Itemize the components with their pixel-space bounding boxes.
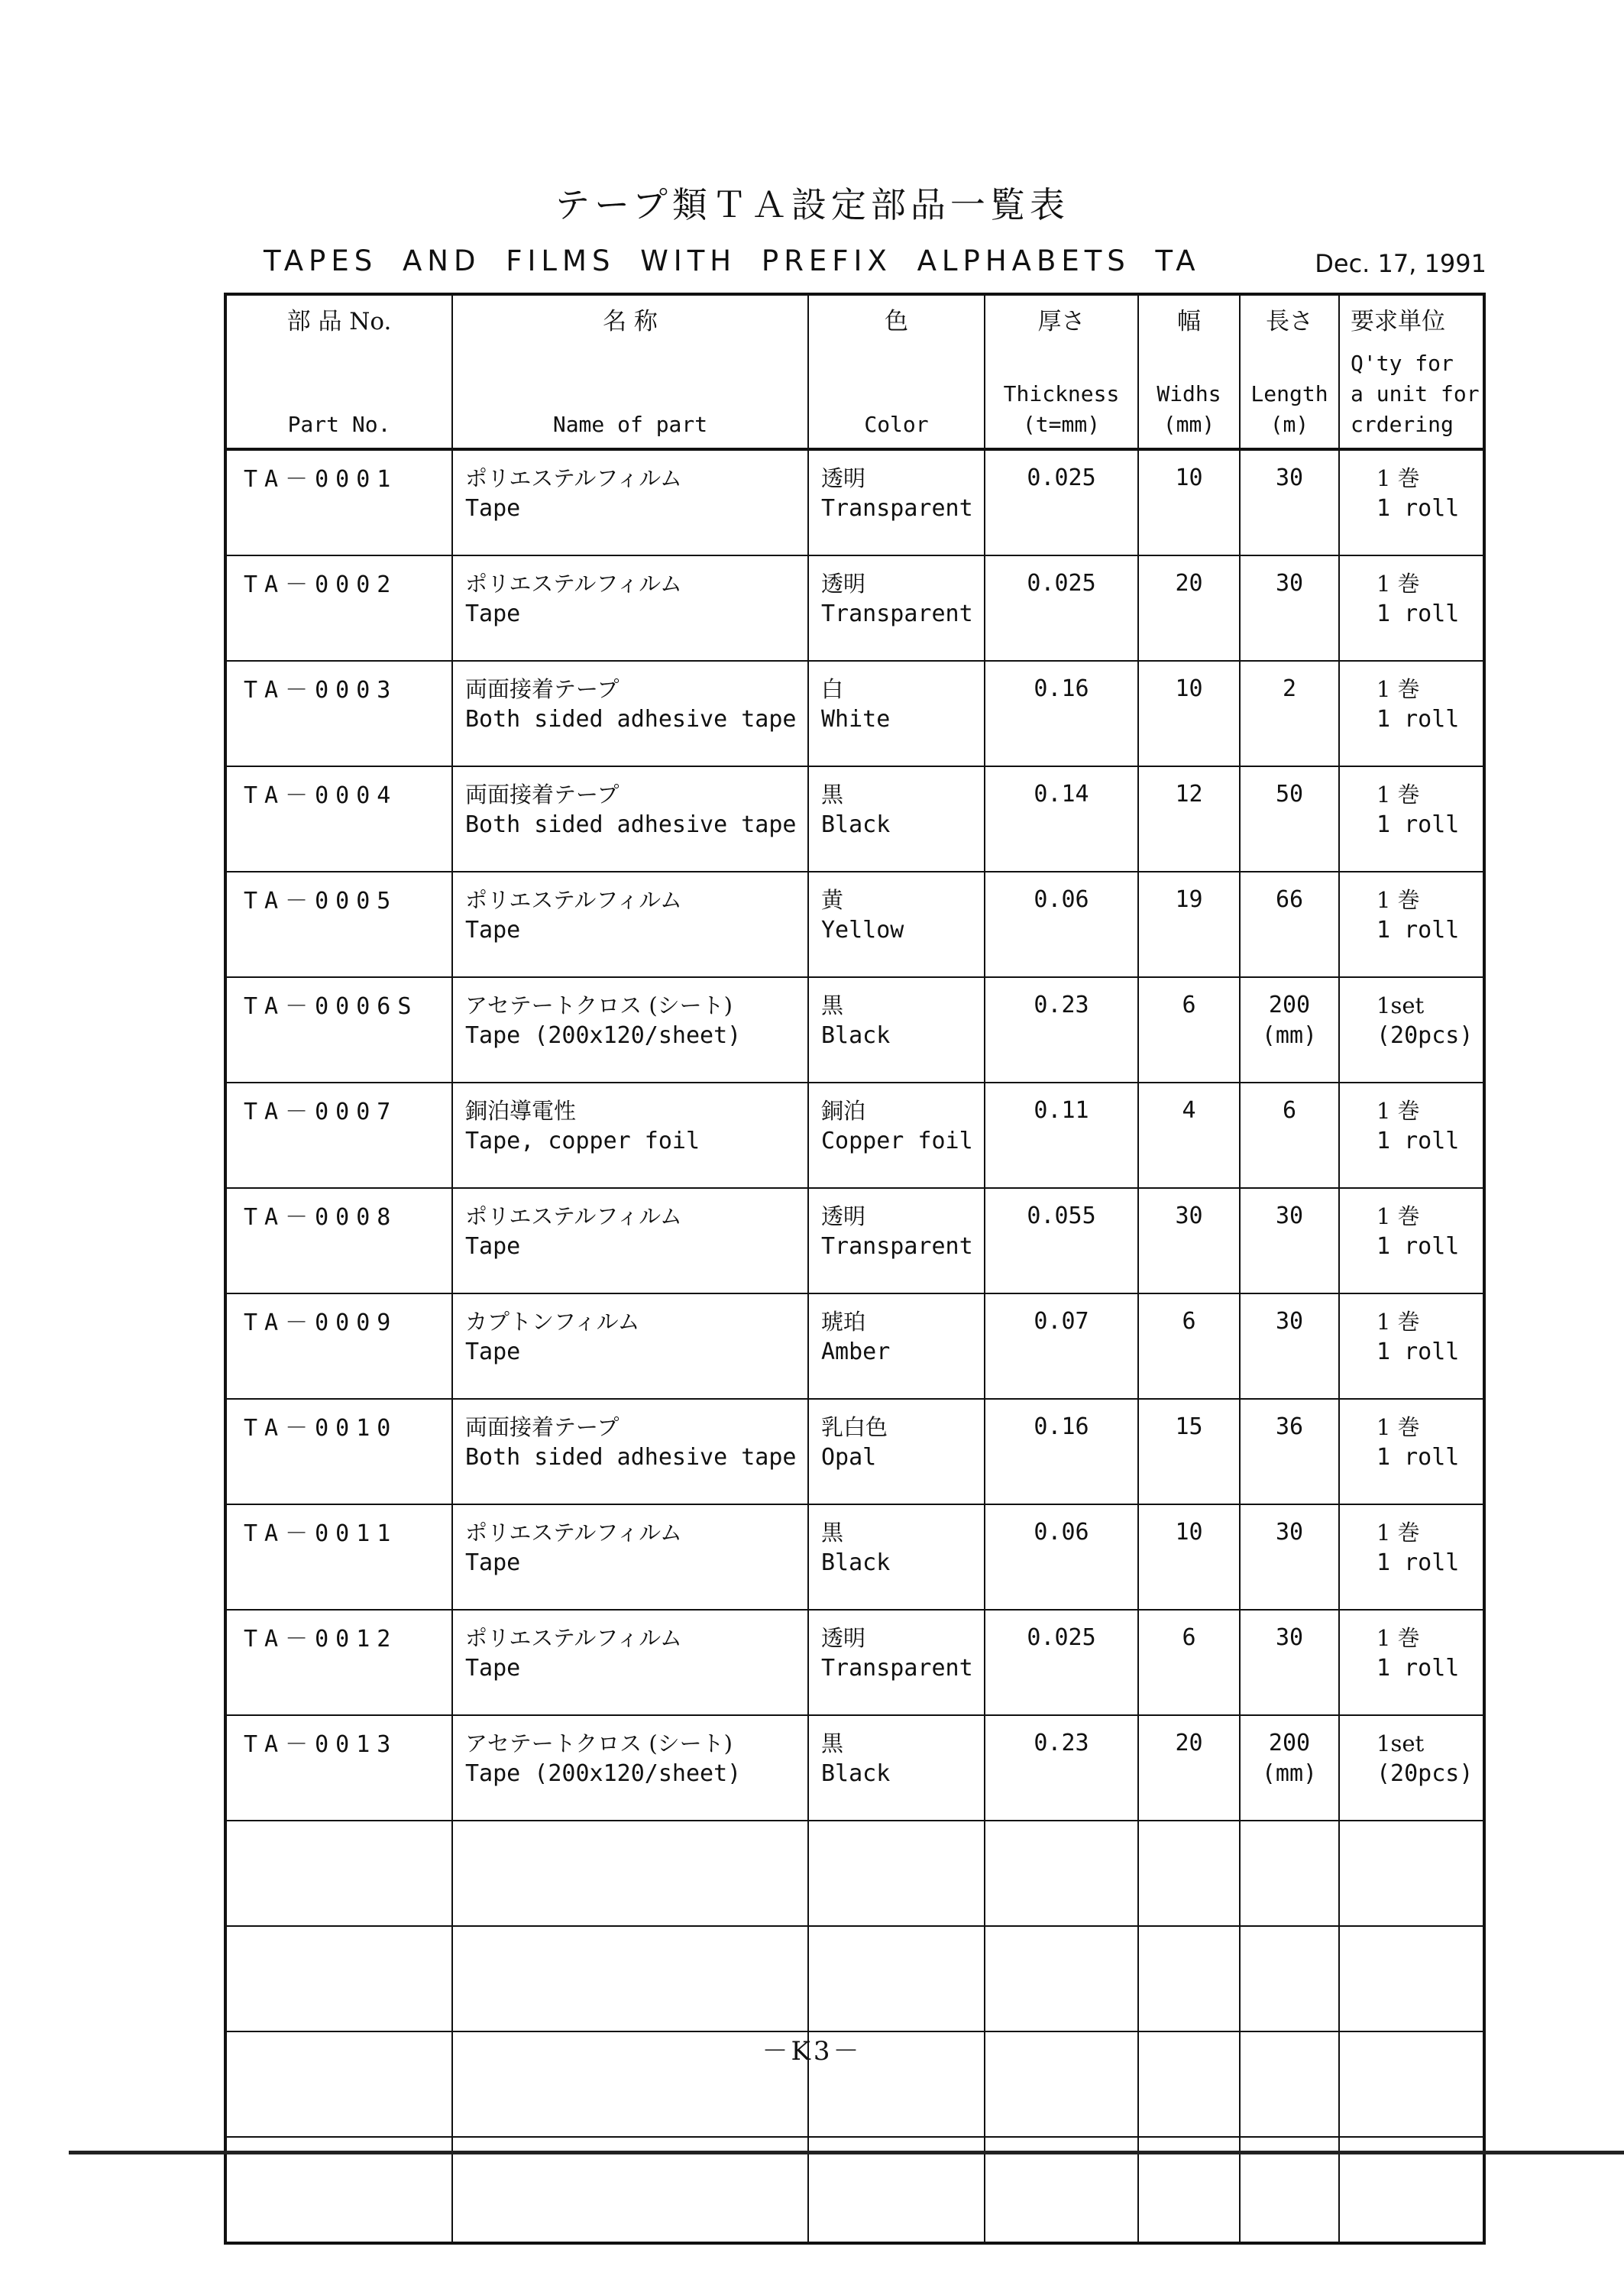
page-number: －K3－ xyxy=(762,2036,862,2067)
thickness-cell xyxy=(985,977,1138,1083)
name-en: Tape xyxy=(465,1655,521,1682)
name-cell xyxy=(452,766,808,872)
length-value: 66 xyxy=(1275,886,1304,913)
qty-line-1: 1 巻 xyxy=(1377,887,1420,913)
color-en: Transparent xyxy=(821,1655,973,1682)
width-cell xyxy=(1138,1399,1240,1504)
width-value: 19 xyxy=(1175,886,1203,913)
qty-cell xyxy=(1339,1188,1484,1293)
part-no-cell xyxy=(225,449,452,555)
width-value: 15 xyxy=(1175,1413,1203,1440)
length-cell xyxy=(1240,766,1339,872)
part-no: TA－0001 xyxy=(244,466,398,493)
thickness-value: 0.16 xyxy=(1034,675,1089,702)
header-width-en: Widhs xyxy=(1157,381,1221,406)
header-qty-jp: 要求単位 xyxy=(1351,308,1445,335)
part-no-cell xyxy=(225,766,452,872)
name-cell xyxy=(452,1188,808,1293)
header-length-unit: (m) xyxy=(1270,412,1309,437)
part-no-cell xyxy=(225,1926,452,2031)
width-value: 30 xyxy=(1175,1203,1203,1229)
name-cell xyxy=(452,1926,808,2031)
color-jp: 白 xyxy=(821,676,844,702)
table-row xyxy=(225,872,1484,977)
qty-line-1: 1 巻 xyxy=(1377,465,1420,491)
color-jp: 透明 xyxy=(821,1203,866,1229)
table-row xyxy=(225,1188,1484,1293)
thickness-cell xyxy=(985,1293,1138,1399)
table-row xyxy=(225,449,1484,555)
name-cell xyxy=(452,449,808,555)
header-color-en: Color xyxy=(864,412,929,437)
width-value: 10 xyxy=(1175,675,1203,702)
width-cell xyxy=(1138,1083,1240,1188)
length-cell xyxy=(1240,1083,1339,1188)
length-unit: (mm) xyxy=(1261,1022,1318,1049)
name-cell xyxy=(452,661,808,766)
color-cell xyxy=(808,1610,985,1715)
color-en: Black xyxy=(821,1760,891,1787)
color-cell xyxy=(808,766,985,872)
width-value: 20 xyxy=(1175,1730,1203,1756)
width-value: 6 xyxy=(1182,1308,1196,1335)
color-en: Black xyxy=(821,1022,891,1049)
color-en: Transparent xyxy=(821,1233,973,1260)
bottom-rule xyxy=(69,2151,1624,2154)
table-row xyxy=(225,1610,1484,1715)
table-row xyxy=(225,766,1484,872)
color-en: Amber xyxy=(821,1339,891,1365)
qty-cell xyxy=(1339,1926,1484,2031)
thickness-cell xyxy=(985,766,1138,872)
color-cell xyxy=(808,661,985,766)
name-cell xyxy=(452,1399,808,1504)
qty-cell xyxy=(1339,1715,1484,1821)
header-name-jp: 名 称 xyxy=(603,308,658,335)
header-name xyxy=(452,294,808,449)
length-unit: (mm) xyxy=(1261,1760,1318,1787)
length-value: 200 xyxy=(1268,1730,1311,1756)
header-color xyxy=(808,294,985,449)
qty-line-2: 1 roll xyxy=(1377,706,1460,733)
color-jp: 黒 xyxy=(821,1730,844,1756)
name-cell xyxy=(452,1715,808,1821)
qty-line-2: (20pcs) xyxy=(1377,1022,1474,1049)
header-thickness xyxy=(985,294,1138,449)
qty-line-2: 1 roll xyxy=(1377,601,1460,627)
width-cell xyxy=(1138,1293,1240,1399)
qty-line-2: 1 roll xyxy=(1377,1128,1460,1154)
color-jp: 透明 xyxy=(821,571,866,597)
part-no: TA－0005 xyxy=(244,888,398,915)
qty-line-1: 1 巻 xyxy=(1377,1625,1420,1651)
table-row xyxy=(225,977,1484,1083)
part-no-cell xyxy=(225,1504,452,1610)
thickness-cell xyxy=(985,661,1138,766)
name-en: Both sided adhesive tape xyxy=(465,1444,797,1471)
part-no: TA－0007 xyxy=(244,1099,398,1125)
name-jp: ポリエステルフィルム xyxy=(465,1625,682,1651)
length-cell xyxy=(1240,1715,1339,1821)
qty-cell xyxy=(1339,1083,1484,1188)
color-en: Yellow xyxy=(821,917,904,944)
qty-line-2: (20pcs) xyxy=(1377,1760,1474,1787)
length-cell xyxy=(1240,661,1339,766)
name-en: Tape, copper foil xyxy=(465,1128,700,1154)
length-value: 6 xyxy=(1282,1097,1297,1124)
length-value: 30 xyxy=(1275,570,1304,597)
header-length-en: Length xyxy=(1250,381,1328,406)
name-jp: アセテートクロス (シート) xyxy=(465,992,733,1018)
header-thickness-unit: (t=mm) xyxy=(1022,412,1101,437)
header-qty-en-3: crdering xyxy=(1351,412,1454,437)
table-row xyxy=(225,1293,1484,1399)
parts-table xyxy=(224,293,1486,2245)
part-no: TA－0006S xyxy=(244,993,419,1020)
color-jp: 黒 xyxy=(821,992,844,1018)
qty-cell xyxy=(1339,977,1484,1083)
thickness-cell xyxy=(985,1188,1138,1293)
thickness-value: 0.11 xyxy=(1034,1097,1089,1124)
color-jp: 琥珀 xyxy=(821,1309,866,1335)
name-jp: カプトンフィルム xyxy=(465,1309,640,1335)
width-value: 20 xyxy=(1175,570,1203,597)
qty-line-2: 1 roll xyxy=(1377,1549,1460,1576)
part-no: TA－0011 xyxy=(244,1520,398,1547)
name-jp: ポリエステルフィルム xyxy=(465,887,682,913)
header-row xyxy=(225,294,1484,449)
color-jp: 銅泊 xyxy=(821,1098,866,1124)
qty-line-1: 1set xyxy=(1377,1730,1425,1756)
length-cell xyxy=(1240,1926,1339,2031)
header-part-no-en: Part No. xyxy=(287,412,391,437)
part-no: TA－0010 xyxy=(244,1415,398,1442)
part-no: TA－0008 xyxy=(244,1204,398,1231)
part-no-cell xyxy=(225,1188,452,1293)
width-cell xyxy=(1138,661,1240,766)
thickness-value: 0.16 xyxy=(1034,1413,1089,1440)
color-jp: 乳白色 xyxy=(821,1414,888,1440)
thickness-cell xyxy=(985,1926,1138,2031)
thickness-value: 0.23 xyxy=(1034,992,1089,1018)
name-jp: 銅泊導電性 xyxy=(465,1098,577,1124)
qty-cell xyxy=(1339,449,1484,555)
name-cell xyxy=(452,1293,808,1399)
header-name-en: Name of part xyxy=(552,412,708,437)
header-color-jp: 色 xyxy=(885,308,908,335)
color-cell xyxy=(808,1083,985,1188)
length-value: 30 xyxy=(1275,1519,1304,1546)
header-part-no-jp: 部 品 No. xyxy=(286,308,392,335)
qty-line-2: 1 roll xyxy=(1377,1444,1460,1471)
qty-line-2: 1 roll xyxy=(1377,1339,1460,1365)
name-en: Tape (200x120/sheet) xyxy=(465,1022,742,1049)
name-en: Both sided adhesive tape xyxy=(465,706,797,733)
thickness-cell xyxy=(985,449,1138,555)
header-width-jp: 幅 xyxy=(1177,308,1201,335)
qty-cell xyxy=(1339,1293,1484,1399)
qty-line-1: 1 巻 xyxy=(1377,676,1420,702)
name-jp: ポリエステルフィルム xyxy=(465,571,682,597)
color-cell xyxy=(808,555,985,661)
name-jp: 両面接着テープ xyxy=(465,676,620,702)
color-en: Transparent xyxy=(821,601,973,627)
width-value: 10 xyxy=(1175,465,1203,491)
length-cell xyxy=(1240,555,1339,661)
color-cell xyxy=(808,1188,985,1293)
color-en: Black xyxy=(821,1549,891,1576)
name-en: Tape (200x120/sheet) xyxy=(465,1760,742,1787)
part-no: TA－0004 xyxy=(244,782,398,809)
name-en: Tape xyxy=(465,917,521,944)
color-cell xyxy=(808,977,985,1083)
qty-cell xyxy=(1339,1504,1484,1610)
width-value: 12 xyxy=(1175,781,1203,808)
thickness-cell xyxy=(985,555,1138,661)
qty-line-2: 1 roll xyxy=(1377,1233,1460,1260)
qty-cell xyxy=(1339,766,1484,872)
color-en: Transparent xyxy=(821,495,973,522)
color-cell xyxy=(808,1504,985,1610)
color-en: Black xyxy=(821,811,891,838)
color-cell xyxy=(808,1715,985,1821)
name-cell xyxy=(452,1083,808,1188)
name-cell xyxy=(452,1821,808,1926)
header-qty-en-1: Q'ty for xyxy=(1351,351,1454,376)
length-value: 30 xyxy=(1275,1203,1304,1229)
document-date: Dec. 17, 1991 xyxy=(1315,249,1487,278)
width-value: 6 xyxy=(1182,992,1196,1018)
length-value: 36 xyxy=(1275,1413,1304,1440)
name-en: Tape xyxy=(465,1549,521,1576)
length-value: 30 xyxy=(1275,1624,1304,1651)
name-en: Tape xyxy=(465,1339,521,1365)
qty-line-1: 1 巻 xyxy=(1377,1520,1420,1546)
width-cell xyxy=(1138,449,1240,555)
length-cell xyxy=(1240,977,1339,1083)
width-cell xyxy=(1138,555,1240,661)
header-length xyxy=(1240,294,1339,449)
thickness-cell xyxy=(985,1610,1138,1715)
part-no: TA－0012 xyxy=(244,1626,398,1653)
qty-line-1: 1 巻 xyxy=(1377,1309,1420,1335)
name-jp: ポリエステルフィルム xyxy=(465,1203,682,1229)
thickness-value: 0.23 xyxy=(1034,1730,1089,1756)
header-qty xyxy=(1339,294,1484,449)
width-cell xyxy=(1138,1715,1240,1821)
part-no-cell xyxy=(225,1083,452,1188)
color-en: Opal xyxy=(821,1444,877,1471)
thickness-value: 0.025 xyxy=(1027,570,1096,597)
color-en: White xyxy=(821,706,891,733)
color-jp: 黄 xyxy=(821,887,844,913)
header-part-no xyxy=(225,294,452,449)
thickness-value: 0.025 xyxy=(1027,1624,1096,1651)
color-jp: 透明 xyxy=(821,465,866,491)
table-row xyxy=(225,1821,1484,1926)
color-cell xyxy=(808,1926,985,2031)
header-length-jp: 長さ xyxy=(1266,308,1313,335)
length-cell xyxy=(1240,1821,1339,1926)
qty-cell xyxy=(1339,1399,1484,1504)
name-cell xyxy=(452,977,808,1083)
thickness-value: 0.07 xyxy=(1034,1308,1089,1335)
qty-line-2: 1 roll xyxy=(1377,811,1460,838)
color-cell xyxy=(808,1399,985,1504)
thickness-cell xyxy=(985,1821,1138,1926)
thickness-value: 0.055 xyxy=(1027,1203,1096,1229)
qty-line-1: 1 巻 xyxy=(1377,1098,1420,1124)
width-value: 10 xyxy=(1175,1519,1203,1546)
part-no: TA－0013 xyxy=(244,1731,398,1758)
name-cell xyxy=(452,872,808,977)
header-qty-en-2: a unit for xyxy=(1351,381,1480,406)
qty-line-1: 1 巻 xyxy=(1377,782,1420,808)
thickness-value: 0.14 xyxy=(1034,781,1089,808)
part-no: TA－0009 xyxy=(244,1309,398,1336)
qty-line-2: 1 roll xyxy=(1377,1655,1460,1682)
part-no-cell xyxy=(225,1715,452,1821)
name-cell xyxy=(452,1504,808,1610)
thickness-value: 0.06 xyxy=(1034,886,1089,913)
table-row xyxy=(225,1399,1484,1504)
table-row xyxy=(225,555,1484,661)
width-cell xyxy=(1138,1821,1240,1926)
table-row xyxy=(225,1504,1484,1610)
width-cell xyxy=(1138,977,1240,1083)
width-cell xyxy=(1138,1188,1240,1293)
part-no-cell xyxy=(225,977,452,1083)
part-no-cell xyxy=(225,1293,452,1399)
name-jp: 両面接着テープ xyxy=(465,1414,620,1440)
length-cell xyxy=(1240,449,1339,555)
thickness-cell xyxy=(985,1083,1138,1188)
name-en: Tape xyxy=(465,495,521,522)
length-cell xyxy=(1240,872,1339,977)
thickness-value: 0.025 xyxy=(1027,465,1096,491)
length-value: 2 xyxy=(1282,675,1297,702)
color-en: Copper foil xyxy=(821,1128,973,1154)
header-thickness-en: Thickness xyxy=(1003,381,1120,406)
name-jp: ポリエステルフィルム xyxy=(465,465,682,491)
name-jp: アセテートクロス (シート) xyxy=(465,1730,733,1756)
qty-line-1: 1set xyxy=(1377,992,1425,1018)
name-jp: ポリエステルフィルム xyxy=(465,1520,682,1546)
qty-line-1: 1 巻 xyxy=(1377,1414,1420,1440)
table-row xyxy=(225,1715,1484,1821)
thickness-cell xyxy=(985,872,1138,977)
length-value: 200 xyxy=(1268,992,1311,1018)
length-cell xyxy=(1240,1293,1339,1399)
qty-line-1: 1 巻 xyxy=(1377,571,1420,597)
length-value: 30 xyxy=(1275,465,1304,491)
width-cell xyxy=(1138,872,1240,977)
thickness-cell xyxy=(985,1399,1138,1504)
qty-line-1: 1 巻 xyxy=(1377,1203,1420,1229)
length-cell xyxy=(1240,1504,1339,1610)
part-no-cell xyxy=(225,872,452,977)
part-no: TA－0003 xyxy=(244,677,398,704)
title-japanese: テープ類ＴＡ設定部品一覧表 xyxy=(555,184,1069,225)
qty-line-2: 1 roll xyxy=(1377,917,1460,944)
header-thickness-jp: 厚さ xyxy=(1037,308,1085,335)
name-en: Both sided adhesive tape xyxy=(465,811,797,838)
thickness-cell xyxy=(985,1715,1138,1821)
qty-cell xyxy=(1339,1610,1484,1715)
part-no-cell xyxy=(225,1399,452,1504)
qty-cell xyxy=(1339,1821,1484,1926)
width-cell xyxy=(1138,766,1240,872)
color-jp: 透明 xyxy=(821,1625,866,1651)
color-cell xyxy=(808,1821,985,1926)
width-value: 4 xyxy=(1182,1097,1196,1124)
part-no-cell xyxy=(225,661,452,766)
width-cell xyxy=(1138,1504,1240,1610)
qty-line-2: 1 roll xyxy=(1377,495,1460,522)
color-cell xyxy=(808,1293,985,1399)
width-cell xyxy=(1138,1610,1240,1715)
name-cell xyxy=(452,555,808,661)
qty-cell xyxy=(1339,555,1484,661)
color-cell xyxy=(808,872,985,977)
color-jp: 黒 xyxy=(821,1520,844,1546)
width-cell xyxy=(1138,1926,1240,2031)
part-no-cell xyxy=(225,1821,452,1926)
qty-cell xyxy=(1339,872,1484,977)
length-value: 50 xyxy=(1275,781,1304,808)
color-jp: 黒 xyxy=(821,782,844,808)
name-jp: 両面接着テープ xyxy=(465,782,620,808)
title-english: TAPES AND FILMS WITH PREFIX ALPHABETS TA xyxy=(264,244,1201,277)
qty-cell xyxy=(1339,661,1484,766)
name-en: Tape xyxy=(465,1233,521,1260)
table-row xyxy=(225,661,1484,766)
header-width xyxy=(1138,294,1240,449)
table-row xyxy=(225,1926,1484,2031)
color-cell xyxy=(808,449,985,555)
length-value: 30 xyxy=(1275,1308,1304,1335)
header-width-unit: (mm) xyxy=(1163,412,1215,437)
thickness-cell xyxy=(985,1504,1138,1610)
length-cell xyxy=(1240,1610,1339,1715)
name-en: Tape xyxy=(465,601,521,627)
width-value: 6 xyxy=(1182,1624,1196,1651)
length-cell xyxy=(1240,1399,1339,1504)
name-cell xyxy=(452,1610,808,1715)
part-no: TA－0002 xyxy=(244,571,398,598)
thickness-value: 0.06 xyxy=(1034,1519,1089,1546)
table-row xyxy=(225,1083,1484,1188)
part-no-cell xyxy=(225,1610,452,1715)
part-no-cell xyxy=(225,555,452,661)
length-cell xyxy=(1240,1188,1339,1293)
